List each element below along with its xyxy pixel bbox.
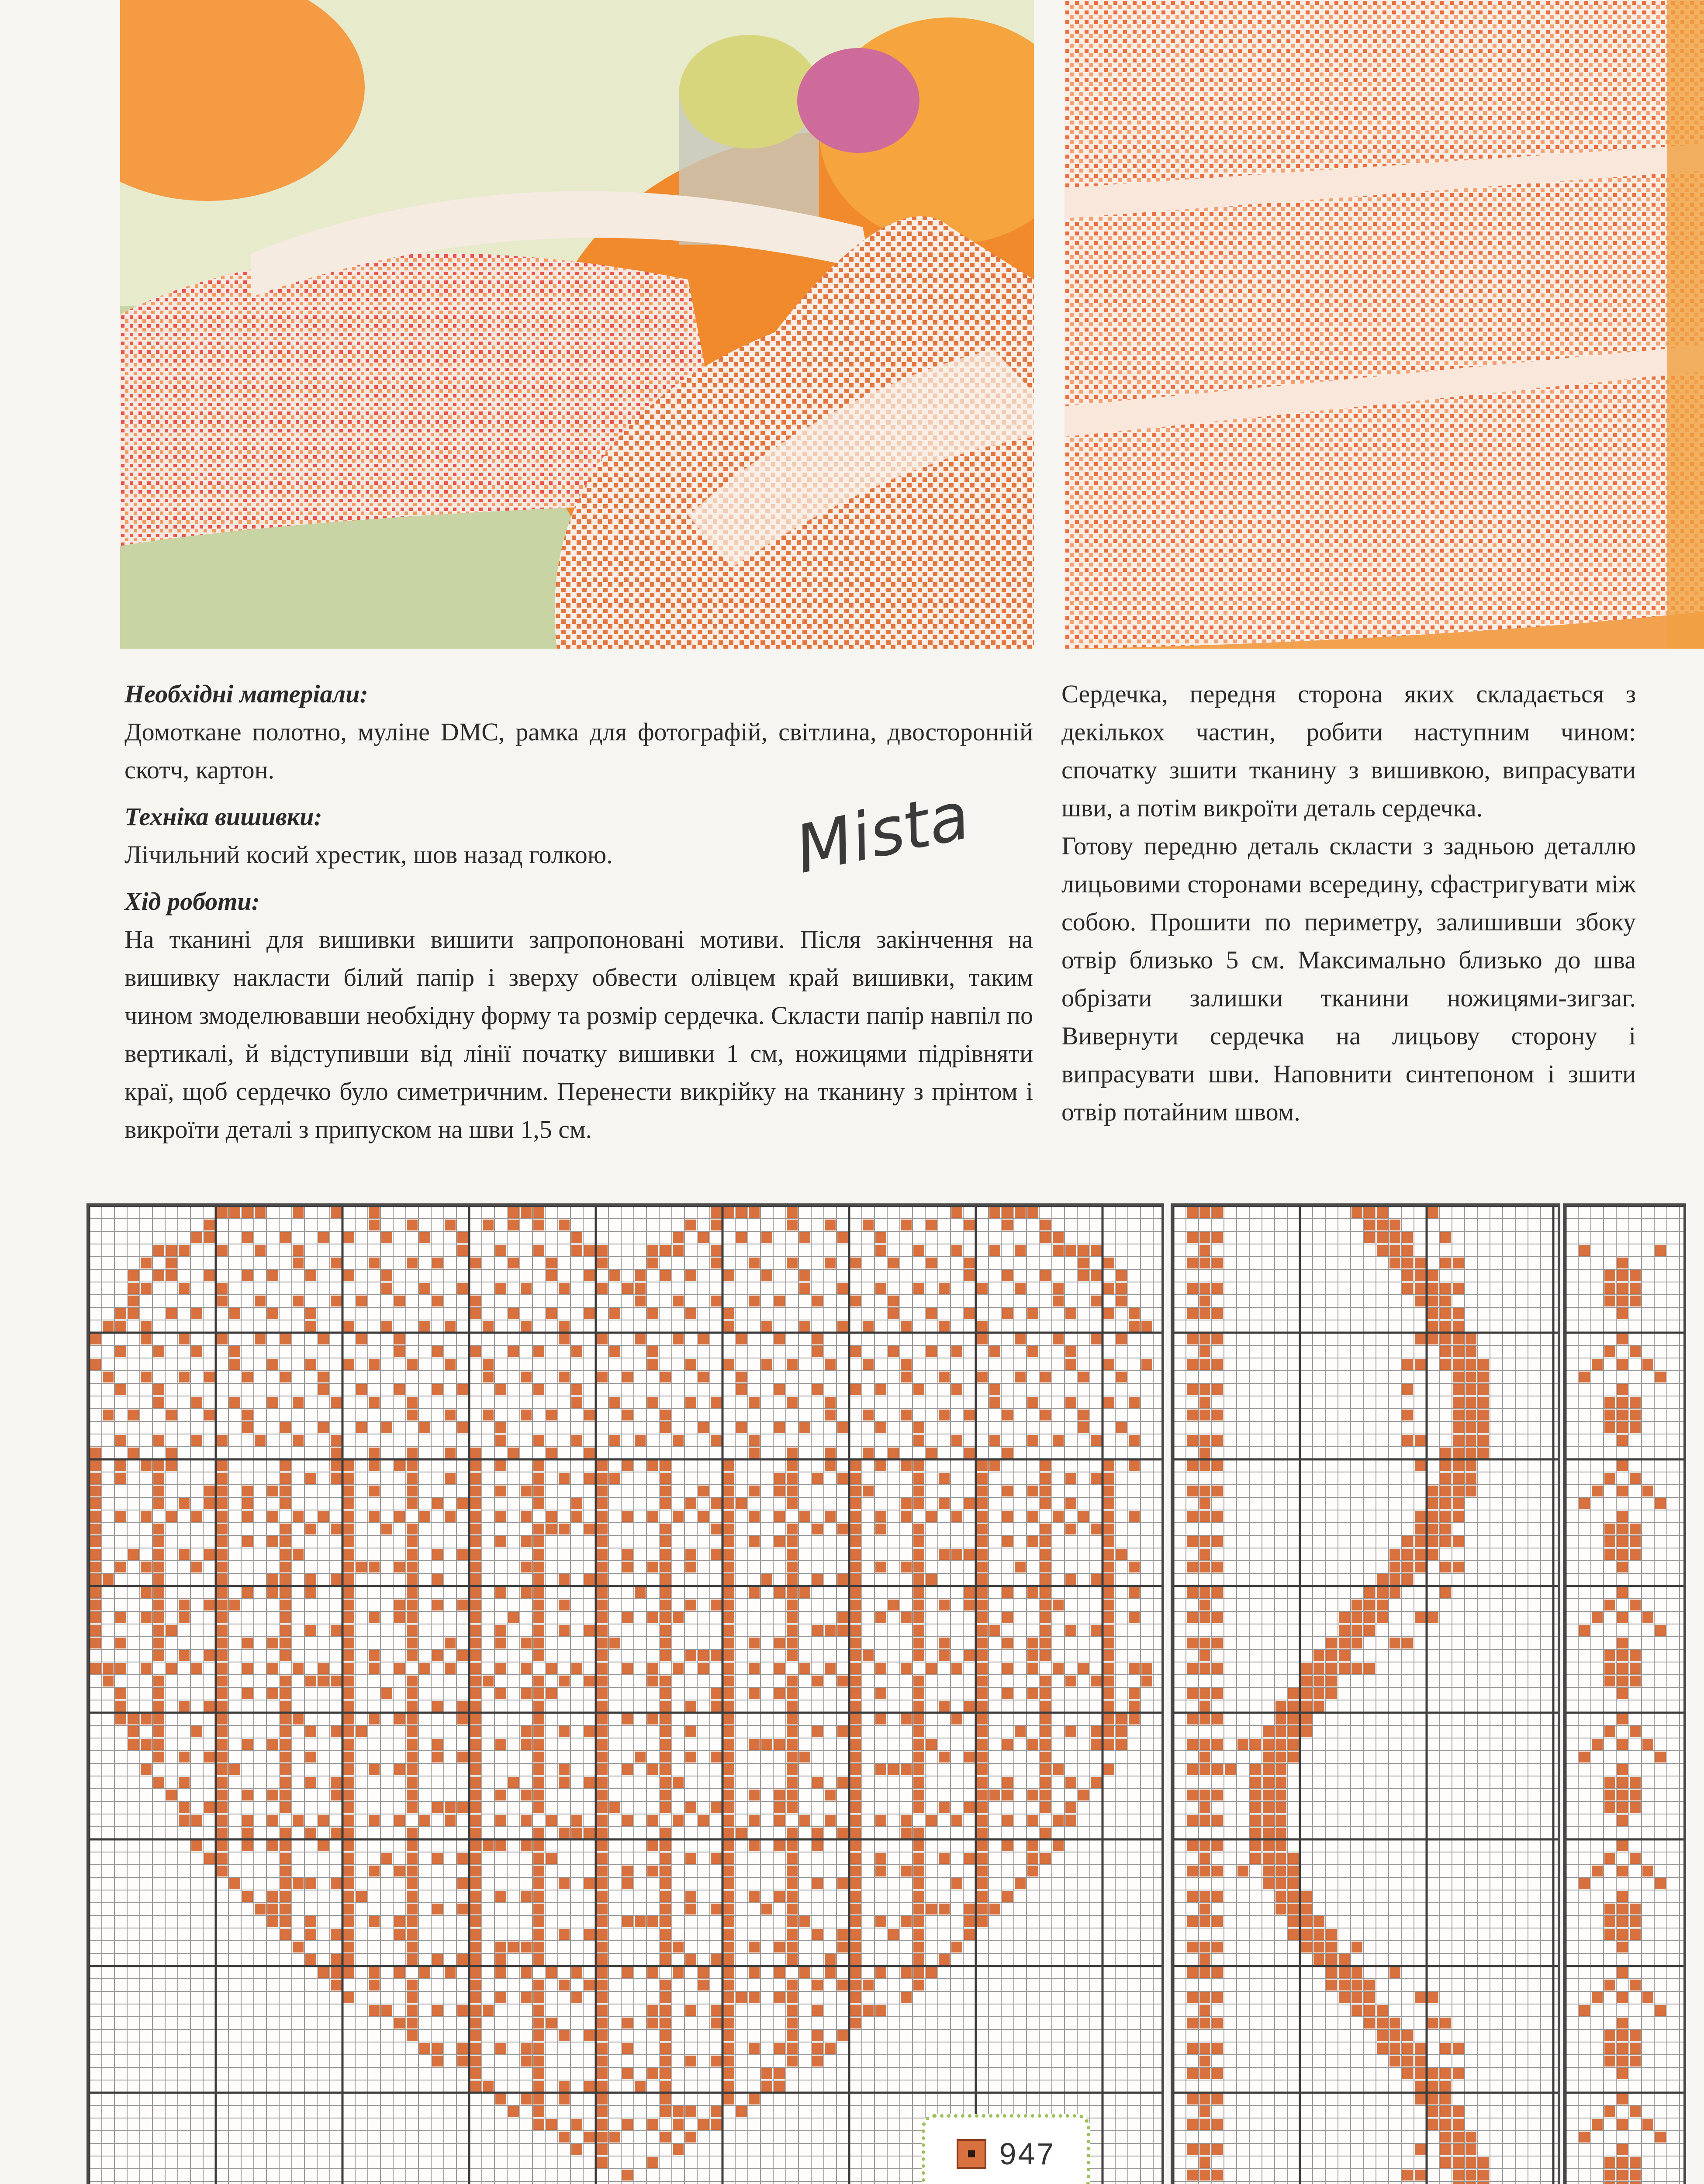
legend-color-swatch xyxy=(957,2139,986,2169)
legend-dmc-code: 947 xyxy=(999,2136,1056,2171)
technique-text: Лічильний косий хрестик, шов назад голкою. xyxy=(124,840,613,869)
materials-text: Домоткане полотно, муліне DMC, рамка для фотографій, світлина, двосторонній скотч, картон. xyxy=(124,718,1033,784)
narrow-border-chart xyxy=(1563,1203,1686,2184)
process-heading: Хід роботи: xyxy=(124,887,260,916)
wave-border-chart xyxy=(1171,1203,1560,2184)
right-text-column xyxy=(1061,675,1636,1131)
color-legend xyxy=(922,2114,1090,2184)
heart-pattern-chart xyxy=(86,1203,1164,2184)
materials-heading: Необхідні матеріали: xyxy=(124,680,368,708)
assembly-text-1: Сердечка, передня сторона яких складається з декількох частин, робити наступним чином: спочатку зшити тканину з вишивкою, випрасувати шви, а потім викроїти деталь сердечка. xyxy=(1061,680,1636,822)
left-text-column xyxy=(124,675,1033,1148)
assembly-text-2: Готову передню деталь скласти з задньою деталлю лицьовими сторонами всередину, сфастригувати між собою. Прошити по периметру, залишивши збоку отвір близько 5 см. Максимально близько до шва обрізати залишки тканини ножицями-зигзаг. Вивернути сердечка на лицьову сторону і випрасувати шви. Наповнити синтепоном і зшити отвір потайним швом. xyxy=(1061,832,1636,1126)
photo-easter-hearts-basket xyxy=(120,0,1034,649)
photo-heart-embroidery-closeup xyxy=(1065,0,1704,649)
handwritten-signature: Mista xyxy=(789,778,976,888)
process-text: На тканині для вишивки вишити запропоновані мотиви. Після закінчення на вишивку накласти білий папір і зверху обвести олівцем край вишивки, таким чином змоделювавши необхідну форму та розмір сердечка. Скласти папір навпіл по вертикалі, й відступивши від лінії початку вишивки 1 см, ножицями підрівняти краї, щоб сердечко було симетричним. Перенести викрійку на тканину з прінтом і викроїти деталі з припуском на шви 1,5 см. xyxy=(124,925,1033,1144)
technique-heading: Техніка вишивки: xyxy=(124,802,322,831)
